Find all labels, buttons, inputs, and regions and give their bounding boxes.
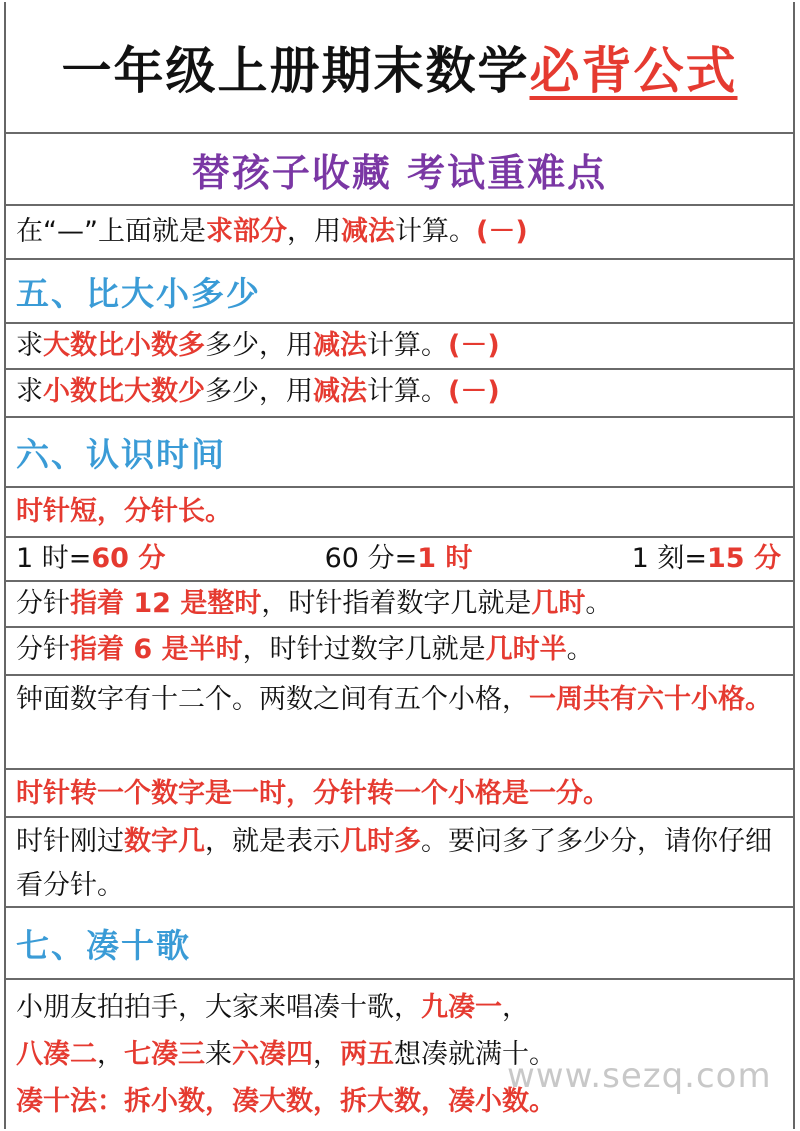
row-half-hour: 分针指着 6 是半时，时针过数字几就是几时半。: [6, 628, 793, 676]
row-past-hour: 时针刚过数字几，就是表示几时多。要问多了多少分，请你仔细看分针。: [6, 818, 793, 908]
row-part-subtraction: 在“—”上面就是求部分，用减法计算。(－): [6, 206, 793, 260]
row-hands-length: 时针短，分针长。: [6, 488, 793, 538]
title-red: 必背公式: [529, 42, 738, 100]
section-7-heading: 七、凑十歌: [6, 908, 793, 980]
page-subtitle: 替孩子收藏 考试重难点: [6, 134, 793, 206]
row-clock-face: 钟面数字有十二个。两数之间有五个小格，一周共有六十小格。: [6, 676, 793, 770]
unit-hour: 1 时=60 分: [16, 543, 166, 574]
row-make-ten-song: [6, 980, 793, 1129]
row-hand-rotation: 时针转一个数字是一时，分针转一个小格是一分。: [6, 770, 793, 818]
song-line-1: 小朋友拍拍手，大家来唱凑十歌，九凑一，: [16, 992, 529, 1023]
row-more-than: 求大数比小数多多少，用减法计算。(－): [6, 324, 793, 370]
title-black: 一年级上册期末数学: [61, 42, 530, 100]
watermark: www.sezq.com: [507, 1056, 772, 1096]
song-line-3: 凑十法：拆小数，凑大数，拆大数，凑小数。: [16, 1086, 556, 1117]
section-5-heading: 五、比大小多少: [6, 260, 793, 324]
row-time-units: [6, 538, 793, 582]
row-whole-hour: 分针指着 12 是整时，时针指着数字几就是几时。: [6, 582, 793, 628]
unit-quarter: 1 刻=15 分: [631, 543, 781, 574]
song-line-2: 八凑二，七凑三来六凑四，两五想凑就满十。: [16, 1039, 556, 1070]
formula-sheet: [4, 2, 795, 1129]
unit-minute: 60 分=1 时: [324, 543, 473, 574]
section-6-heading: 六、认识时间: [6, 418, 793, 488]
page-title: [6, 2, 793, 134]
row-less-than: 求小数比大数少多少，用减法计算。(－): [6, 370, 793, 418]
